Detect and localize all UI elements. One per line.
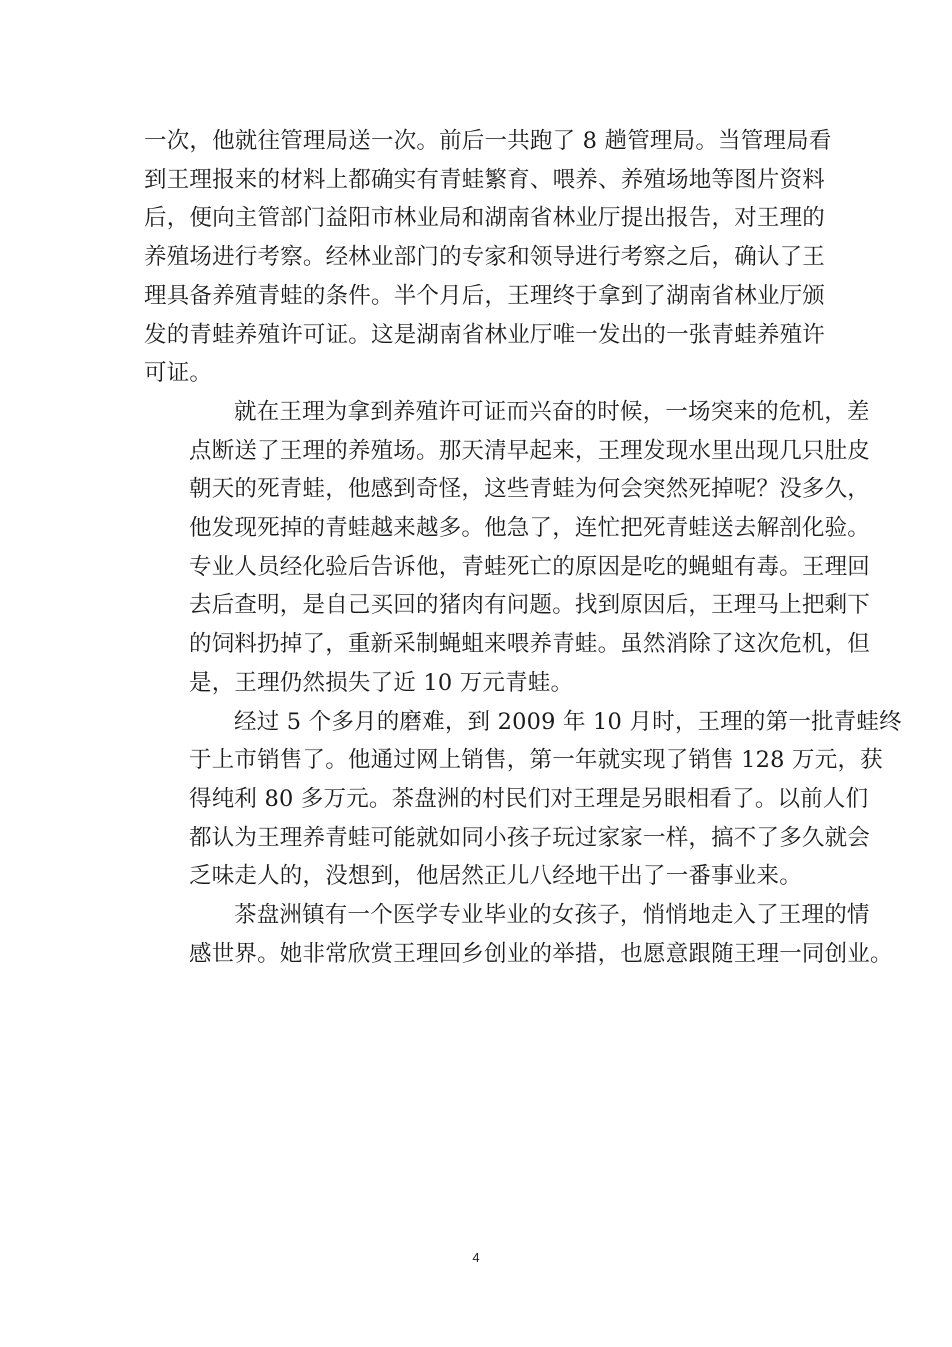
text-line: 到王理报来的材料上都确实有青蛙繁育、喂养、养殖场地等图片资料 [144,166,826,193]
paragraph [144,393,871,703]
text-line: 乏味走人的，没想到，他居然正儿八经地干出了一番事业来。 [189,863,802,890]
paragraph [144,122,832,393]
paragraph [144,703,902,897]
text-line: 于上市销售了。他通过网上销售，第一年就实现了销售 128 万元，获 [189,747,883,774]
text-line: 专业人员经化验后告诉他，青蛙死亡的原因是吃的蝇蛆有毒。王理回 [189,553,871,580]
text-line: 后，便向主管部门益阳市林业局和湖南省林业厅提出报告，对王理的 [144,205,826,232]
text-line: 朝天的死青蛙，他感到奇怪，这些青蛙为何会突然死掉呢？没多久， [189,476,871,503]
text-line: 可证。 [144,360,213,387]
page-number: 4 [472,1250,480,1265]
text-line: 感世界。她非常欣赏王理回乡创业的举措，也愿意跟随王理一同创业。 [189,940,893,967]
text-line: 一次，他就往管理局送一次。前后一共跑了 8 趟管理局。当管理局看 [144,128,832,154]
text-line: 都认为王理养青蛙可能就如同小孩子玩过家家一样，搞不了多久就会 [189,824,871,851]
paragraph [144,896,893,973]
text-line: 的饲料扔掉了，重新采制蝇蛆来喂养青蛙。虽然消除了这次危机，但 [189,631,871,658]
text-line: 就在王理为拿到养殖许可证而兴奋的时候，一场突来的危机，差 [234,398,870,425]
text-line: 茶盘洲镇有一个医学专业毕业的女孩子，悄悄地走入了王理的情 [234,902,870,929]
text-line: 发的青蛙养殖许可证。这是湖南省林业厅唯一发出的一张青蛙养殖许 [144,321,826,348]
text-line: 点断送了王理的养殖场。那天清早起来，王理发现水里出现几只肚皮 [189,437,871,464]
body-text [144,122,902,973]
text-line: 去后查明，是自己买回的猪肉有问题。找到原因后，王理马上把剩下 [189,592,871,619]
text-line: 他发现死掉的青蛙越来越多。他急了，连忙把死青蛙送去解剖化验。 [189,515,871,542]
text-line: 得纯利 80 多万元。茶盘洲的村民们对王理是另眼相看了。以前人们 [189,785,869,812]
text-line: 理具备养殖青蛙的条件。半个月后，王理终于拿到了湖南省林业厅颁 [144,282,826,309]
text-line: 经过 5 个多月的磨难，到 2009 年 10 月时，王理的第一批青蛙终 [234,708,902,735]
text-line: 养殖场进行考察。经林业部门的专家和领导进行考察之后，确认了王 [144,244,826,271]
text-line: 是，王理仍然损失了近 10 万元青蛙。 [189,669,574,696]
